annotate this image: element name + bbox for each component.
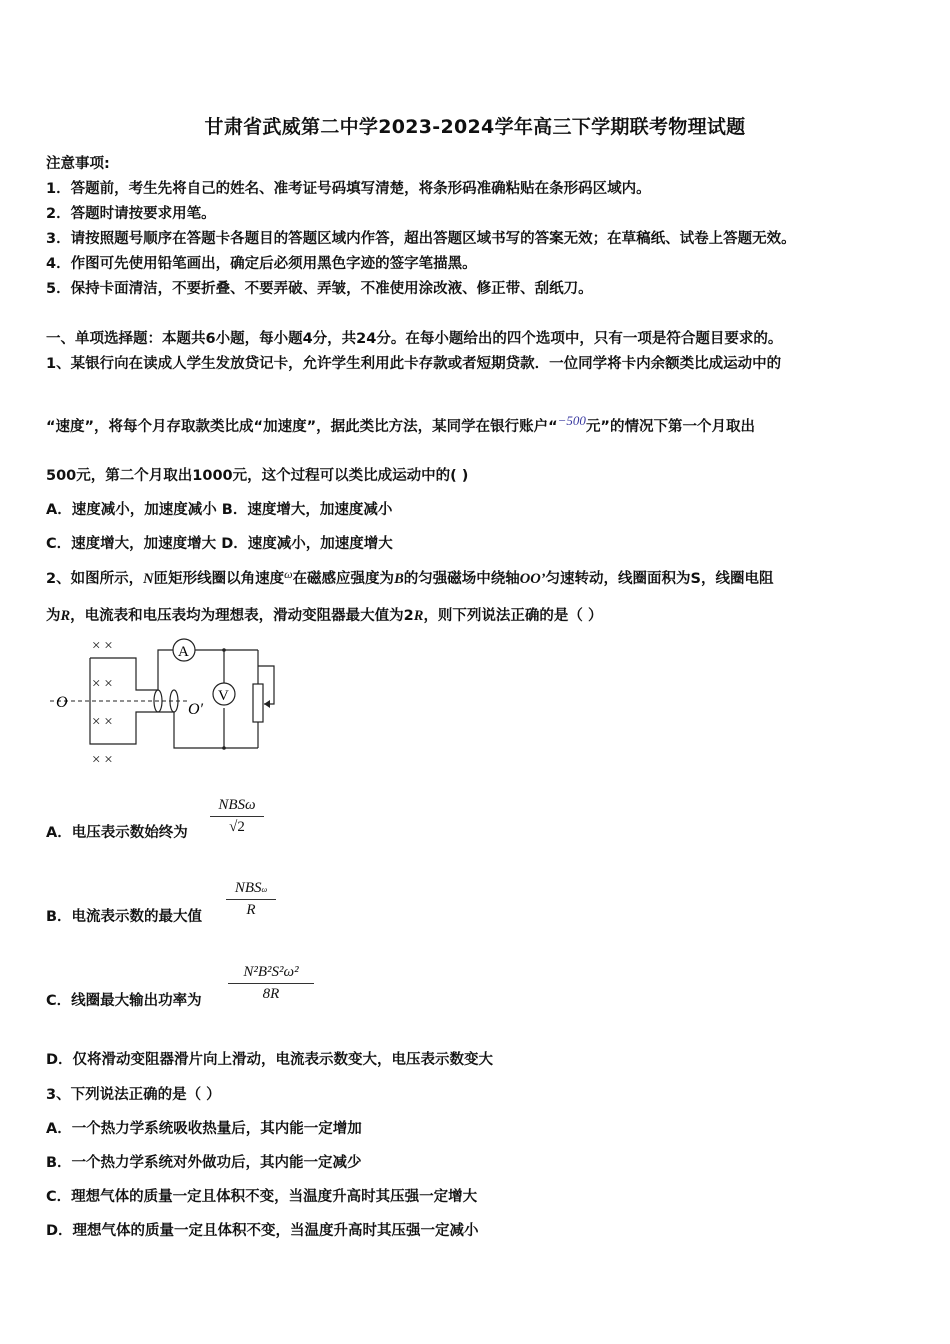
axis-label-o-prime: O′ bbox=[188, 701, 204, 718]
notice-item-2: 2．答题时请按要求用笔。 bbox=[46, 206, 216, 222]
fraction-a-numerator: NBSω bbox=[218, 797, 256, 813]
fraction-c-bar bbox=[228, 983, 314, 984]
q1-line-3: 500元，第二个月取出1000元，这个过程可以类比成运动中的( ) bbox=[46, 468, 469, 484]
notice-heading: 注意事项: bbox=[46, 156, 110, 172]
q3-option-b: B．一个热力学系统对外做功后，其内能一定减少 bbox=[46, 1155, 362, 1171]
q2-option-b: B．电流表示数的最大值 bbox=[46, 909, 203, 925]
q2-var-axis: OO’ bbox=[519, 571, 546, 587]
fraction-a bbox=[210, 797, 264, 836]
q1-line-2b: 元”的情况下第一个月取出 bbox=[585, 419, 755, 435]
q3-stem: 3、下列说法正确的是（ ） bbox=[46, 1087, 221, 1103]
q2-var-b: B bbox=[394, 571, 404, 587]
field-cross-row-4: × × bbox=[92, 752, 113, 768]
q2-text-g: ，电流表和电压表均为理想表，滑动变阻器最大值为2 bbox=[70, 608, 414, 624]
notice-item-1: 1．答题前，考生先将自己的姓名、准考证号码填写清楚，将条形码准确粘贴在条形码区域内。 bbox=[46, 181, 651, 197]
q2-var-r-2: R bbox=[413, 608, 424, 624]
fraction-b-denominator: R bbox=[246, 902, 256, 918]
section-heading: 一、单项选择题：本题共6小题，每小题4分，共24分。在每小题给出的四个选项中，只有一项是符合题目要求的。 bbox=[46, 331, 783, 347]
junction-bottom bbox=[222, 746, 226, 750]
q2-var-r: R bbox=[60, 608, 71, 624]
fraction-b-numerator bbox=[226, 880, 276, 897]
q2-text-c: 在磁感应强度为 bbox=[292, 571, 395, 587]
circuit-diagram bbox=[48, 632, 288, 772]
fraction-c-numerator: N²B²S²ω² bbox=[243, 964, 299, 980]
notice-item-4: 4．作图可先使用铅笔画出，确定后必须用黑色字迹的签字笔描黑。 bbox=[46, 256, 477, 272]
notice-item-5: 5．保持卡面清洁，不要折叠、不要弄破、弄皱，不准使用涂改液、修正带、刮纸刀。 bbox=[46, 281, 593, 297]
field-cross-row-1: × × bbox=[92, 638, 113, 654]
q2-text-h: ，则下列说法正确的是（ ） bbox=[423, 608, 603, 624]
q1-line-2a: “速度”，将每个月存取款类比成“加速度”，据此类比方法，某同学在银行账户“ bbox=[46, 419, 558, 435]
q2-var-omega: ω bbox=[284, 567, 293, 581]
coil-lower-wire bbox=[90, 658, 258, 748]
q2-text-f: 为 bbox=[46, 608, 61, 624]
q3-option-a: A．一个热力学系统吸收热量后，其内能一定增加 bbox=[46, 1121, 362, 1137]
q2-option-d: D．仅将滑动变阻器滑片向上滑动，电流表示数变大，电压表示数变大 bbox=[46, 1052, 494, 1068]
fraction-b-num-text: NBS bbox=[234, 880, 262, 896]
q2-text-b: 匝矩形线圈以角速度 bbox=[153, 571, 285, 587]
rheostat-slider-arrow-icon bbox=[264, 700, 270, 708]
fraction-a-bar bbox=[210, 816, 264, 817]
q2-var-n: N bbox=[143, 571, 154, 587]
q2-text-d: 的匀强磁场中绕轴 bbox=[403, 571, 520, 587]
junction-top bbox=[222, 648, 226, 652]
rheostat-icon bbox=[253, 684, 263, 722]
q1-options-cd: C．速度增大，加速度增大 D．速度减小，加速度增大 bbox=[46, 536, 393, 552]
q2-line-2 bbox=[46, 604, 603, 625]
fraction-b-bar bbox=[226, 899, 276, 900]
q1-options-ab: A．速度减小，加速度减小 B．速度增大，加速度减小 bbox=[46, 502, 393, 518]
fraction-a-denominator: √2 bbox=[229, 819, 245, 835]
page-title: 甘肃省武威第二中学2023-2024学年高三下学期联考物理试题 bbox=[204, 116, 746, 138]
fraction-c bbox=[228, 964, 314, 1003]
q3-option-d: D．理想气体的质量一定且体积不变，当温度升高时其压强一定减小 bbox=[46, 1223, 479, 1239]
q1-line-1: 1、某银行向在读成人学生发放贷记卡，允许学生利用此卡存款或者短期贷款．一位同学将卡内余额类比成运动中的 bbox=[46, 356, 782, 372]
voltmeter-label: V bbox=[218, 688, 229, 704]
fraction-c-denominator: 8R bbox=[262, 986, 280, 1002]
q2-option-c: C．线圈最大输出功率为 bbox=[46, 993, 202, 1009]
notice-item-3: 3．请按照题号顺序在答题卡各题目的答题区域内作答，超出答题区域书写的答案无效；在草稿纸、试卷上答题无效。 bbox=[46, 231, 796, 247]
field-cross-row-3: × × bbox=[92, 714, 113, 730]
field-cross-row-2: × × bbox=[92, 676, 113, 692]
fraction-b bbox=[226, 880, 276, 919]
q2-option-a: A．电压表示数始终为 bbox=[46, 825, 188, 841]
q2-line-1 bbox=[46, 567, 773, 588]
q2-text-e: 匀速转动，线圈面积为S，线圈电阻 bbox=[545, 571, 774, 587]
ammeter-label: A bbox=[178, 644, 189, 660]
fraction-b-num-sub: ω bbox=[261, 885, 268, 894]
axis-label-o: O bbox=[56, 694, 68, 711]
q1-line-2 bbox=[46, 415, 755, 436]
q2-text-a: 2、如图所示， bbox=[46, 571, 144, 587]
q3-option-c: C．理想气体的质量一定且体积不变，当温度升高时其压强一定增大 bbox=[46, 1189, 478, 1205]
q1-amount: −500 bbox=[557, 413, 586, 428]
